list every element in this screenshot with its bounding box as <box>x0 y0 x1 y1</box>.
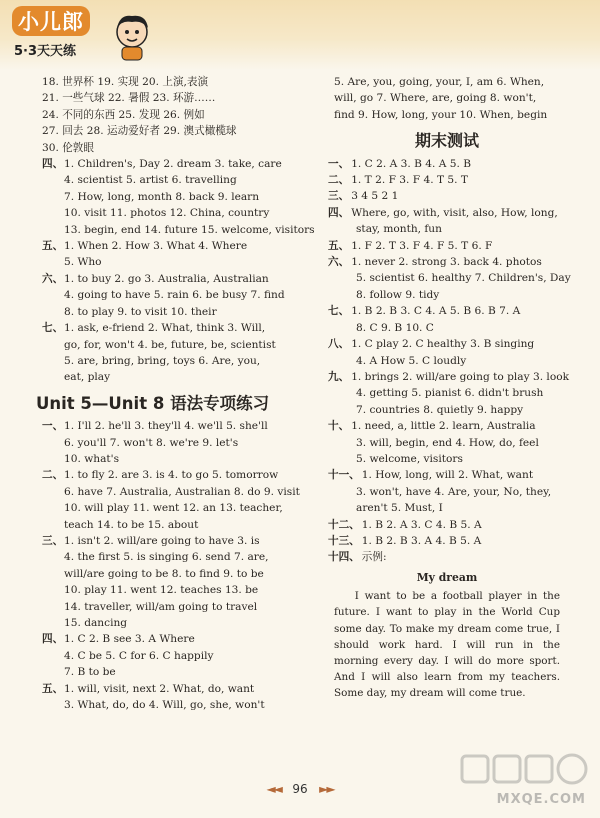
answer-text: 1. B 2. B 3. C 4. A 5. B 6. B 7. A <box>351 305 521 318</box>
brand-logo <box>8 4 168 64</box>
answer-text: 1. isn't 2. will/are going to have 3. is <box>64 534 260 547</box>
answer-line <box>42 549 294 565</box>
answer-line <box>42 156 294 172</box>
answer-line: 5. Are, you, going, your, I, am 6. When, <box>334 76 545 88</box>
answer-text: 6. have 7. Australia, Australian 8. do 9. visit <box>64 485 300 498</box>
answer-line <box>328 172 560 188</box>
answer-line <box>42 271 294 287</box>
answer-text: 3. What, do, do 4. Will, go, she, won't <box>64 699 265 712</box>
answer-line: 18. 世界杯 19. 实现 20. 上演,表演 <box>42 76 209 88</box>
answer-text: Where, go, with, visit, also, How, long, <box>351 206 558 219</box>
answer-line <box>42 500 294 516</box>
answer-line <box>42 648 294 664</box>
grammar-practice-answers <box>42 418 300 713</box>
question-number: 六、 <box>42 272 64 285</box>
final-exam-title: 期末测试 <box>414 131 479 151</box>
answer-line <box>334 320 560 336</box>
answer-text: 1. B 2. B 3. A 4. B 5. A <box>361 534 482 547</box>
answer-line: will, go 7. Where, are, going 8. won't, <box>334 92 537 105</box>
answer-text: 4. getting 5. pianist 6. didn't brush <box>356 387 544 400</box>
answer-text: 13. begin, end 14. future 15. welcome, visitors <box>64 223 315 236</box>
answer-line <box>328 254 560 270</box>
answer-line <box>42 205 294 221</box>
question-number: 三、 <box>42 534 64 547</box>
essay-sample <box>334 588 560 701</box>
answer-text: aren't 5. Must, I <box>356 502 443 515</box>
answer-line: 27. 回去 28. 运动爱好者 29. 澳式橄榄球 <box>42 125 237 138</box>
answer-line <box>42 467 294 483</box>
answer-line <box>42 353 294 369</box>
answer-text: 4. C be 5. C for 6. C happily <box>64 649 214 662</box>
answer-line <box>334 484 560 500</box>
answer-line: 21. 一些气球 22. 暑假 23. 环游…… <box>42 92 216 105</box>
section-6-answers <box>42 271 294 320</box>
answer-text: 7. How, long, month 8. back 9. learn <box>64 190 260 203</box>
answer-text: 10. visit 11. photos 12. China, country <box>64 207 270 220</box>
brand-title: 小儿郎 <box>12 6 90 36</box>
section-7-answers <box>42 320 294 386</box>
answer-text: 7. countries 8. quietly 9. happy <box>356 403 524 416</box>
answer-text: 15. dancing <box>64 617 128 629</box>
answer-line <box>334 221 560 237</box>
answer-line <box>42 287 294 303</box>
answer-line <box>42 582 294 598</box>
question-number: 十三、 <box>328 534 360 547</box>
answer-line <box>42 320 294 336</box>
answer-line <box>334 435 560 451</box>
answer-text: 14. traveller, will/am going to travel <box>64 600 258 613</box>
answer-text: 1. F 2. T 3. F 4. F 5. T 6. F <box>351 239 493 252</box>
answer-line <box>42 697 294 713</box>
answer-text: 1. How, long, will 2. What, want <box>361 469 534 482</box>
answer-line <box>328 156 560 172</box>
answer-text: 4. going to have 5. rain 6. be busy 7. find <box>64 289 285 302</box>
answer-line <box>42 484 300 500</box>
page-number: 96 <box>292 782 308 796</box>
answer-line <box>334 270 571 286</box>
section-4-answers <box>42 156 315 238</box>
question-number: 十一、 <box>328 469 360 482</box>
question-number: 二、 <box>328 174 350 187</box>
question-number: 九、 <box>328 370 350 383</box>
answer-text: go, for, won't 4. be, future, be, scientist <box>64 338 276 351</box>
answer-text: 1. B 2. A 3. C 4. B 5. A <box>361 518 482 531</box>
question-number: 三、 <box>328 190 350 203</box>
answer-text: 1. never 2. strong 3. back 4. photos <box>351 256 542 269</box>
answer-text: 1. brings 2. will/are going to play 3. look <box>351 370 569 383</box>
answer-line <box>42 664 294 680</box>
answer-line <box>42 369 294 385</box>
answer-text: 8. to play 9. to visit 10. their <box>64 305 217 318</box>
answer-line <box>42 599 294 615</box>
question-number: 二、 <box>42 469 64 482</box>
answer-line <box>42 566 294 582</box>
answer-line <box>42 337 294 353</box>
answer-text: 1. Children's, Day 2. dream 3. take, care <box>64 158 282 171</box>
answer-text: stay, month, fun <box>356 223 442 236</box>
question-number: 五、 <box>42 682 64 695</box>
answer-text: 6. you'll 7. won't 8. we're 9. let's <box>64 436 239 449</box>
answer-line <box>328 188 560 204</box>
answer-line <box>42 222 315 238</box>
watermark-text: MXQE.COM <box>496 792 586 807</box>
answer-line <box>42 238 294 254</box>
question-number: 十四、 <box>328 551 360 564</box>
answer-line <box>328 238 560 254</box>
answer-text: 1. to buy 2. go 3. Australia, Australian <box>64 272 269 285</box>
mascot-icon <box>108 10 156 62</box>
answer-text: 示例: <box>361 551 387 564</box>
answer-line <box>328 517 560 533</box>
answer-line: find 9. How, long, your 10. When, begin <box>334 108 548 121</box>
answer-line: 24. 不同的东西 25. 发现 26. 例如 <box>42 108 205 121</box>
left-column <box>36 74 315 713</box>
answer-text: 1. ask, e-friend 2. What, think 3. Will, <box>64 322 266 335</box>
answer-text: 3. will, begin, end 4. How, do, feel <box>356 436 539 449</box>
essay-title: My dream <box>416 570 478 584</box>
question-number: 一、 <box>42 420 64 433</box>
answer-line <box>42 172 294 188</box>
answer-line <box>334 287 560 303</box>
question-number: 六、 <box>328 256 350 269</box>
question-number: 十二、 <box>328 518 360 531</box>
question-number: 七、 <box>328 305 350 318</box>
answer-text: will/are going to be 8. to find 9. to be <box>64 567 264 580</box>
answer-line <box>42 631 294 647</box>
question-number: 四、 <box>328 206 350 219</box>
answer-line <box>334 353 560 369</box>
answer-text: 4. A How 5. C loudly <box>356 354 467 367</box>
answer-text: 5. Who <box>64 256 102 269</box>
question-number: 八、 <box>328 338 350 351</box>
answer-text: 8. C 9. B 10. C <box>356 321 434 334</box>
answer-line <box>328 369 569 385</box>
question-number: 四、 <box>42 158 64 171</box>
answer-line <box>328 418 560 434</box>
answer-text: 10. what's <box>64 452 120 465</box>
answer-text: 1. T 2. F 3. F 4. T 5. T <box>351 174 468 187</box>
answer-line <box>42 451 294 467</box>
final-exam-answers <box>328 156 571 566</box>
brand-subtitle: 5·3天天练 <box>14 44 77 59</box>
prev-page-icon[interactable]: ◄◄ <box>266 782 281 796</box>
question-number: 五、 <box>328 239 350 252</box>
answer-line <box>42 681 294 697</box>
answer-line <box>328 205 560 221</box>
next-page-icon[interactable]: ►► <box>319 782 334 796</box>
question-number: 五、 <box>42 240 64 253</box>
answer-text: 1. I'll 2. he'll 3. they'll 4. we'll 5. she'll <box>64 420 268 433</box>
answer-line <box>42 533 294 549</box>
unit-grammar-title: Unit 5—Unit 8 语法专项练习 <box>36 393 270 413</box>
answer-line: 30. 伦敦眼 <box>42 141 94 154</box>
vocab-answers <box>42 74 294 156</box>
answer-line <box>328 336 560 352</box>
answer-line <box>42 517 294 533</box>
section-5-answers <box>42 238 294 271</box>
answer-text: 1. will, visit, next 2. What, do, want <box>64 682 255 695</box>
answer-text: 5. scientist 6. healthy 7. Children's, Day <box>356 272 571 285</box>
essay-body: I want to be a football player in the future. I want to play in the World Cup some day. To make my dream come true, I should work hard. I will run in the morning every day. I will do more sport. And I will also learn from my teachers. Some day, my dream will come true. <box>334 590 560 700</box>
answer-text: 10. will play 11. went 12. an 13. teacher, <box>64 502 283 515</box>
answer-text: 1. C 2. B see 3. A Where <box>64 633 195 646</box>
answer-text: 1. to fly 2. are 3. is 4. to go 5. tomorrow <box>64 469 279 482</box>
answer-line <box>334 402 560 418</box>
answer-line <box>42 615 294 631</box>
answer-text: 8. follow 9. tidy <box>356 288 440 301</box>
answer-text: 10. play 11. went 12. teaches 13. be <box>64 584 259 597</box>
answer-line <box>328 467 560 483</box>
answer-text: 1. need, a, little 2. learn, Australia <box>351 420 536 433</box>
answer-line <box>334 385 560 401</box>
answer-text: 5. welcome, visitors <box>356 452 463 465</box>
answer-text: 5. are, bring, bring, toys 6. Are, you, <box>64 354 261 367</box>
answer-text: 1. C play 2. C healthy 3. B singing <box>351 338 535 351</box>
answer-line <box>42 254 294 270</box>
answer-line <box>42 418 294 434</box>
question-number: 一、 <box>328 157 350 170</box>
answer-line <box>328 549 560 565</box>
answer-line <box>334 451 560 467</box>
answer-line <box>328 303 560 319</box>
question-number: 七、 <box>42 322 64 335</box>
answer-line <box>328 533 560 549</box>
answer-line <box>42 189 294 205</box>
answer-text: teach 14. to be 15. about <box>64 518 199 531</box>
answer-line <box>42 435 294 451</box>
continued-answers <box>334 74 560 123</box>
answer-text: eat, play <box>64 371 111 384</box>
answer-text: 7. B to be <box>64 666 116 679</box>
answer-text: 1. When 2. How 3. What 4. Where <box>64 240 248 253</box>
answer-line <box>334 500 560 516</box>
question-number: 四、 <box>42 633 64 646</box>
answer-text: 3 4 5 2 1 <box>351 190 399 203</box>
answer-text: 3. won't, have 4. Are, your, No, they, <box>356 485 552 498</box>
answer-text: 4. scientist 5. artist 6. travelling <box>64 174 237 187</box>
question-number: 十、 <box>328 420 350 433</box>
answer-line <box>42 304 294 320</box>
right-column <box>328 74 571 702</box>
answer-text: 4. the first 5. is singing 6. send 7. are, <box>64 551 269 564</box>
answer-text: 1. C 2. A 3. B 4. A 5. B <box>351 157 472 170</box>
